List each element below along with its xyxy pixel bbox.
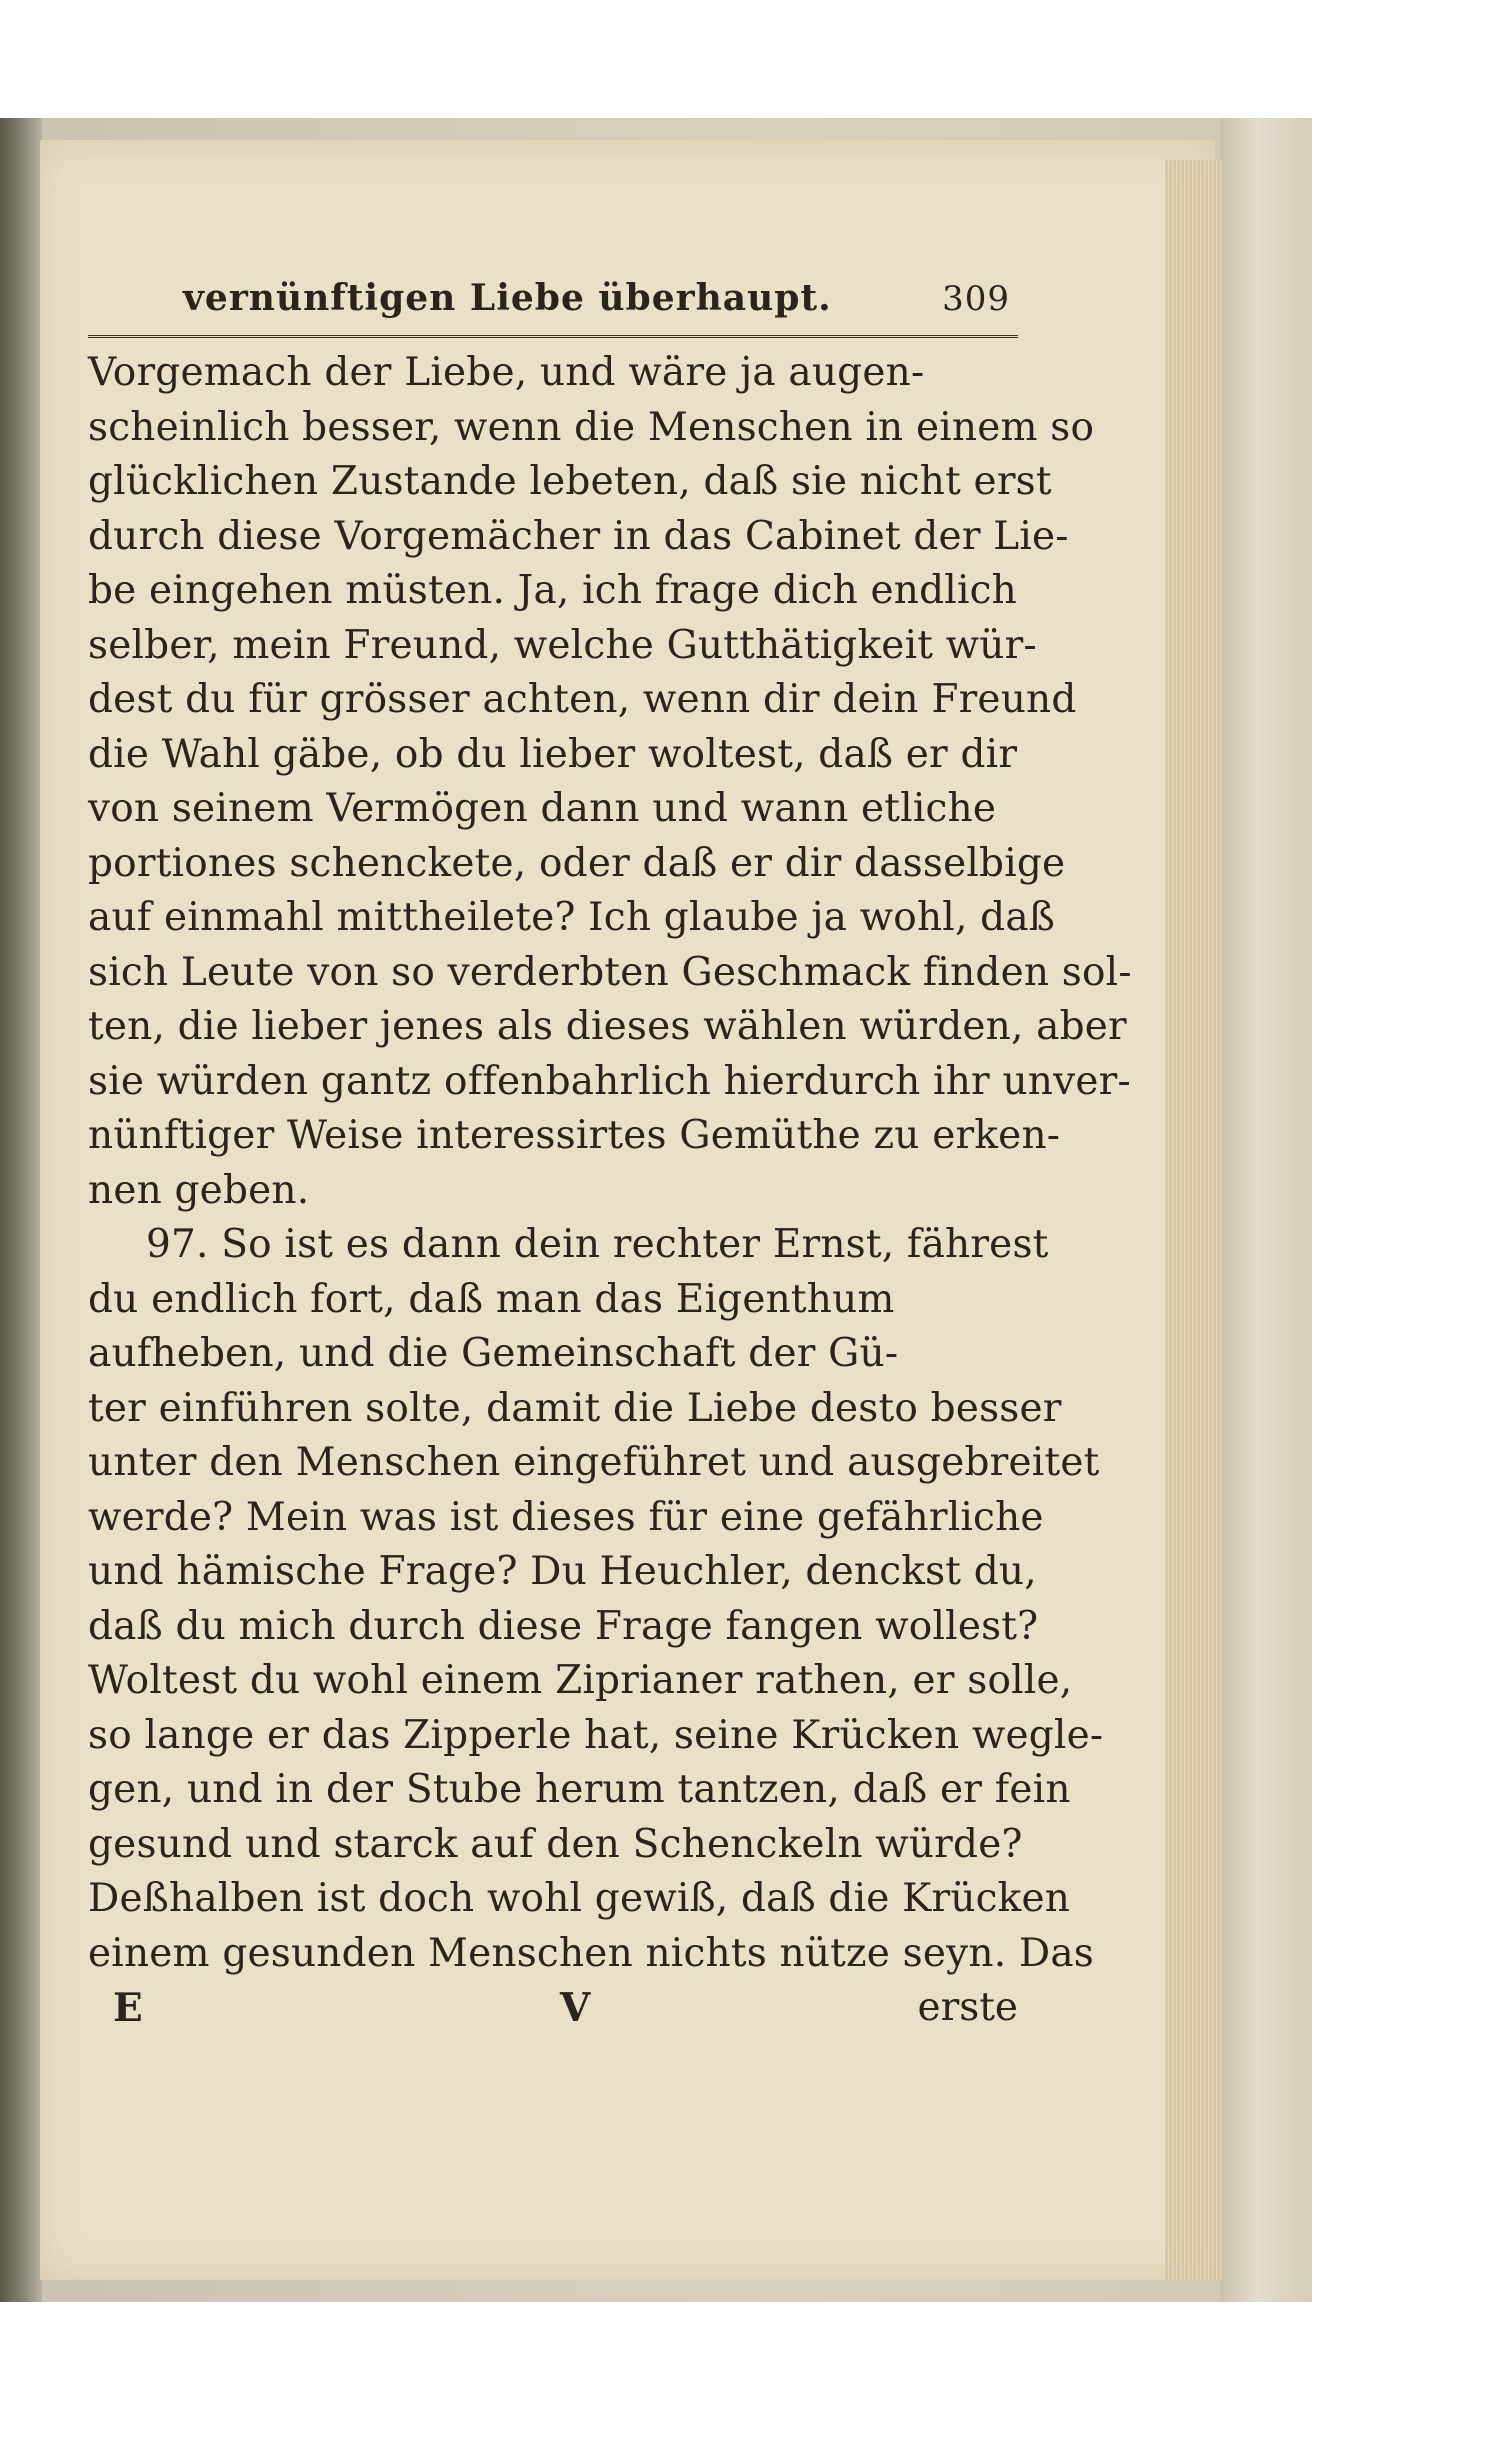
text-line: einem gesunden Menschen nichts nütze seyn. Das xyxy=(88,1930,1095,1976)
text-line: aufheben, und die Gemeinschaft der Gü- xyxy=(88,1331,899,1376)
press-mark: V xyxy=(560,1985,591,2031)
text-line: sie würden gantz offenbahrlich hierdurch ihr unver- xyxy=(88,1058,1131,1104)
page-number: 309 xyxy=(942,279,1010,319)
text-line: durch diese Vorgemächer in das Cabinet der Lie- xyxy=(88,513,1069,559)
text-line: und hämische Frage? Du Heuchler, denckst du, xyxy=(88,1549,1037,1594)
text-line: die Wahl gäbe, ob du lieber woltest, daß er dir xyxy=(88,731,1018,777)
catchword: erste xyxy=(917,1985,1018,2030)
text-line: nen geben. xyxy=(88,1167,310,1213)
text-line: portiones schenckete, oder daß er dir dasselbige xyxy=(88,840,1066,886)
catchline xyxy=(88,1981,1018,2037)
text-line: daß du mich durch diese Frage fangen wollest? xyxy=(88,1603,1039,1649)
text-line: Woltest du wohl einem Ziprianer rathen, er solle, xyxy=(88,1658,1073,1703)
text-line: ter einführen solte, damit die Liebe desto besser xyxy=(88,1385,1062,1431)
text-line: gen, und in der Stube herum tantzen, daß er fein xyxy=(88,1767,1071,1812)
text-line: Vorgemach der Liebe, und wäre ja augen- xyxy=(88,350,925,395)
running-head-title: vernünftigen Liebe überhaupt. xyxy=(183,277,832,319)
text-line: nünftiger Weise interessirtes Gemüthe zu erken- xyxy=(88,1113,1061,1158)
text-line: sich Leute von so verderbten Geschmack finden sol- xyxy=(88,949,1132,995)
text-line: glücklichen Zustande lebeten, daß sie nicht erst xyxy=(88,459,1052,504)
signature-mark: E xyxy=(113,1985,143,2031)
text-line: dest du für grösser achten, wenn dir dein Freund xyxy=(88,677,1077,722)
page-edges xyxy=(1165,160,1223,2280)
text-line: ten, die lieber jenes als dieses wählen würden, aber xyxy=(88,1004,1127,1049)
paragraph-start-line: 97. So ist es dann dein rechter Ernst, fährest xyxy=(146,1222,1049,1267)
text-line: gesund und starck auf den Schenckeln würde? xyxy=(88,1821,1023,1867)
text-line: unter den Menschen eingeführet und ausgebreitet xyxy=(88,1440,1100,1485)
body-text xyxy=(88,346,1132,1981)
text-line: scheinlich besser, wenn die Menschen in einem so xyxy=(88,404,1095,450)
text-line: auf einmahl mittheilete? Ich glaube ja wohl, daß xyxy=(88,895,1056,940)
text-line: du endlich fort, daß man das Eigenthum xyxy=(88,1276,895,1322)
running-head xyxy=(88,265,1018,338)
text-line: werde? Mein was ist dieses für eine gefährliche xyxy=(88,1494,1044,1540)
book-spine xyxy=(0,118,42,2302)
text-block xyxy=(88,265,1132,2037)
text-line: von seinem Vermögen dann und wann etliche xyxy=(88,786,997,831)
text-line: be eingehen müsten. Ja, ich frage dich endlich xyxy=(88,568,1017,613)
text-line: selber, mein Freund, welche Gutthätigkeit wür- xyxy=(88,622,1037,668)
cover-edge xyxy=(1220,118,1312,2302)
text-line: Deßhalben ist doch wohl gewiß, daß die Krücken xyxy=(88,1876,1071,1921)
text-line: so lange er das Zipperle hat, seine Krücken wegle- xyxy=(88,1712,1104,1758)
